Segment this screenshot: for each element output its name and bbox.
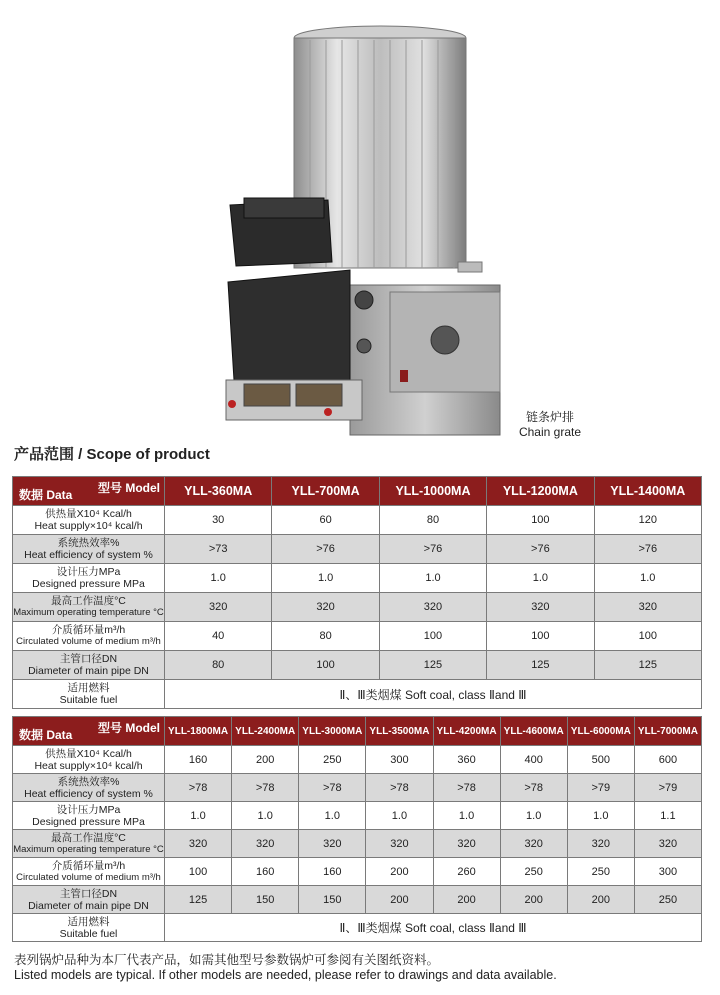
- model-header: YLL-6000MA: [567, 717, 634, 746]
- table-cell: 320: [487, 593, 594, 622]
- table-row: [13, 830, 702, 858]
- table-cell: 400: [500, 746, 567, 774]
- table-row: [13, 746, 702, 774]
- row-label-zh: 供热量X10⁴ Kcal/h: [45, 747, 132, 760]
- table-cell: 200: [500, 886, 567, 914]
- table-cell: 150: [299, 886, 366, 914]
- row-label: [13, 622, 165, 651]
- corner-model-label: 型号 Model: [98, 481, 160, 495]
- corner-model-label: 型号 Model: [98, 721, 160, 735]
- footer-note-zh: 表列锅炉品种为本厂代表产品，如需其他型号参数锅炉可参阅有关图纸资料。: [14, 953, 440, 967]
- model-header: YLL-4600MA: [500, 717, 567, 746]
- model-header: YLL-2400MA: [232, 717, 299, 746]
- row-label: [13, 506, 165, 535]
- table-cell: 30: [165, 506, 272, 535]
- table-cell: 1.0: [500, 802, 567, 830]
- row-label-zh: 介质循环量m³/h: [51, 624, 126, 636]
- table-cell: 1.0: [487, 564, 594, 593]
- table-cell: >79: [634, 774, 701, 802]
- row-label-zh: 主管口径DN: [59, 887, 118, 900]
- row-label-en: Suitable fuel: [59, 694, 118, 706]
- table-row: [13, 622, 702, 651]
- row-label-en: Heat supply×10⁴ kcal/h: [34, 759, 143, 772]
- table-row: [13, 858, 702, 886]
- model-header: YLL-7000MA: [634, 717, 701, 746]
- table-cell: >78: [299, 774, 366, 802]
- row-label-zh: 系统热效率%: [57, 537, 120, 549]
- table-row: [13, 886, 702, 914]
- table-cell: 260: [433, 858, 500, 886]
- row-label-zh: 系统热效率%: [57, 775, 120, 788]
- table-cell: 1.0: [379, 564, 486, 593]
- row-label-en: Suitable fuel: [59, 927, 118, 940]
- table-row: [13, 802, 702, 830]
- row-label-en: Diameter of main pipe DN: [28, 899, 149, 912]
- table-cell: 320: [299, 830, 366, 858]
- model-header: YLL-360MA: [165, 477, 272, 506]
- table-cell: 320: [366, 830, 433, 858]
- section-title: 产品范围 / Scope of product: [14, 446, 210, 463]
- model-header: YLL-1800MA: [165, 717, 232, 746]
- row-label-zh: 适用燃料: [67, 915, 110, 928]
- table-cell: 120: [594, 506, 701, 535]
- table-cell: 250: [500, 858, 567, 886]
- row-label: [13, 651, 165, 680]
- row-label: [13, 774, 165, 802]
- table-cell: 1.0: [165, 564, 272, 593]
- table-cell: 320: [165, 593, 272, 622]
- table-cell: 250: [299, 746, 366, 774]
- caption-en: Chain grate: [518, 425, 582, 439]
- spec-table-2: [12, 716, 702, 942]
- table-cell: >78: [366, 774, 433, 802]
- row-label-en: Circulated volume of medium m³/h: [16, 871, 161, 883]
- row-label: [13, 886, 165, 914]
- row-label-en: Designed pressure MPa: [32, 578, 145, 590]
- table-cell: 200: [366, 858, 433, 886]
- table-cell: 80: [165, 651, 272, 680]
- row-label-en: Heat efficiency of system %: [24, 549, 153, 561]
- row-label: [13, 746, 165, 774]
- row-label-zh: 适用燃料: [67, 682, 110, 694]
- table-cell: >76: [272, 535, 379, 564]
- table-row: [13, 651, 702, 680]
- table-cell: 320: [634, 830, 701, 858]
- row-label-zh: 设计压力MPa: [56, 803, 121, 816]
- row-label-zh: 最高工作温度°C: [51, 831, 126, 844]
- table-cell: 100: [487, 622, 594, 651]
- table-corner-cell: [13, 477, 165, 506]
- table-cell: 1.0: [594, 564, 701, 593]
- table-row: [13, 774, 702, 802]
- table-cell: 40: [165, 622, 272, 651]
- row-label-en: Diameter of main pipe DN: [28, 665, 149, 677]
- table-cell: 320: [500, 830, 567, 858]
- model-header: YLL-1000MA: [379, 477, 486, 506]
- table-cell: 320: [165, 830, 232, 858]
- spec-table-1: [12, 476, 702, 709]
- table-cell: 100: [272, 651, 379, 680]
- table-cell: 200: [366, 886, 433, 914]
- model-header: YLL-4200MA: [433, 717, 500, 746]
- table-cell: 360: [433, 746, 500, 774]
- corner-data-label: 数据 Data: [19, 488, 73, 502]
- table-cell: 200: [433, 886, 500, 914]
- row-label-zh: 供热量X10⁴ Kcal/h: [45, 508, 132, 520]
- table-cell: 60: [272, 506, 379, 535]
- table-cell: 1.0: [299, 802, 366, 830]
- table-header-row: [13, 477, 702, 506]
- table-cell: 1.0: [366, 802, 433, 830]
- table-cell: >78: [500, 774, 567, 802]
- table-cell: 100: [594, 622, 701, 651]
- table-cell: 125: [379, 651, 486, 680]
- corner-data-label: 数据 Data: [19, 728, 73, 742]
- model-header: YLL-3000MA: [299, 717, 366, 746]
- table-cell: 80: [272, 622, 379, 651]
- table-cell: 300: [366, 746, 433, 774]
- row-label: [13, 593, 165, 622]
- row-label: [13, 564, 165, 593]
- table-cell: 1.0: [567, 802, 634, 830]
- table-cell: 125: [487, 651, 594, 680]
- table-cell: 1.0: [433, 802, 500, 830]
- table-cell: 500: [567, 746, 634, 774]
- row-label: [13, 914, 165, 942]
- row-label-en: Circulated volume of medium m³/h: [16, 636, 161, 647]
- table-header-row: [13, 717, 702, 746]
- table-cell: 320: [232, 830, 299, 858]
- model-header: YLL-1200MA: [487, 477, 594, 506]
- table-cell: 1.0: [232, 802, 299, 830]
- footer-note-en: Listed models are typical. If other models are needed, please refer to drawings and data available.: [14, 968, 557, 982]
- table-cell: >78: [165, 774, 232, 802]
- model-header: YLL-3500MA: [366, 717, 433, 746]
- row-label-zh: 最高工作温度°C: [51, 595, 126, 607]
- table-cell: >79: [567, 774, 634, 802]
- table-row: [13, 535, 702, 564]
- table-cell: >76: [594, 535, 701, 564]
- row-label-zh: 主管口径DN: [59, 653, 118, 665]
- table-cell: 1.0: [165, 802, 232, 830]
- table-row: [13, 680, 702, 709]
- table-cell: 250: [634, 886, 701, 914]
- table-row: [13, 564, 702, 593]
- fuel-cell: Ⅱ、Ⅲ类烟煤 Soft coal, class Ⅱand Ⅲ: [165, 680, 702, 709]
- table-cell: 100: [165, 858, 232, 886]
- table-cell: 1.0: [272, 564, 379, 593]
- table-cell: 160: [299, 858, 366, 886]
- row-label: [13, 680, 165, 709]
- table-cell: 1.1: [634, 802, 701, 830]
- table-cell: >78: [433, 774, 500, 802]
- table-cell: 320: [272, 593, 379, 622]
- row-label-en: Designed pressure MPa: [32, 815, 145, 828]
- table-row: [13, 506, 702, 535]
- row-label-en: Maximum operating temperature °C: [13, 843, 164, 855]
- table-cell: 80: [379, 506, 486, 535]
- model-header: YLL-700MA: [272, 477, 379, 506]
- model-header: YLL-1400MA: [594, 477, 701, 506]
- photo-caption: [500, 410, 600, 440]
- table-cell: 100: [487, 506, 594, 535]
- row-label-en: Heat supply×10⁴ kcal/h: [34, 520, 143, 532]
- table-cell: 160: [165, 746, 232, 774]
- table-cell: 320: [433, 830, 500, 858]
- table-cell: >78: [232, 774, 299, 802]
- boiler-product-photo: [200, 0, 530, 440]
- row-label: [13, 830, 165, 858]
- table-cell: 100: [379, 622, 486, 651]
- table-cell: >76: [487, 535, 594, 564]
- table-row: [13, 593, 702, 622]
- fuel-cell: Ⅱ、Ⅲ类烟煤 Soft coal, class Ⅱand Ⅲ: [165, 914, 702, 942]
- table-cell: 125: [594, 651, 701, 680]
- row-label-en: Heat efficiency of system %: [24, 787, 153, 800]
- table-row: [13, 914, 702, 942]
- row-label: [13, 858, 165, 886]
- table-cell: 160: [232, 858, 299, 886]
- row-label-zh: 设计压力MPa: [56, 566, 121, 578]
- table-cell: 320: [379, 593, 486, 622]
- row-label-zh: 介质循环量m³/h: [51, 859, 126, 872]
- table-corner-cell: [13, 717, 165, 746]
- table-cell: 320: [594, 593, 701, 622]
- table-cell: 600: [634, 746, 701, 774]
- table-cell: 150: [232, 886, 299, 914]
- table-cell: 320: [567, 830, 634, 858]
- table-cell: >73: [165, 535, 272, 564]
- table-cell: 300: [634, 858, 701, 886]
- table-cell: 250: [567, 858, 634, 886]
- table-cell: 125: [165, 886, 232, 914]
- row-label: [13, 802, 165, 830]
- caption-zh: 链条炉排: [525, 410, 574, 424]
- row-label: [13, 535, 165, 564]
- row-label-en: Maximum operating temperature °C: [13, 607, 164, 618]
- table-cell: 200: [232, 746, 299, 774]
- table-cell: >76: [379, 535, 486, 564]
- table-cell: 200: [567, 886, 634, 914]
